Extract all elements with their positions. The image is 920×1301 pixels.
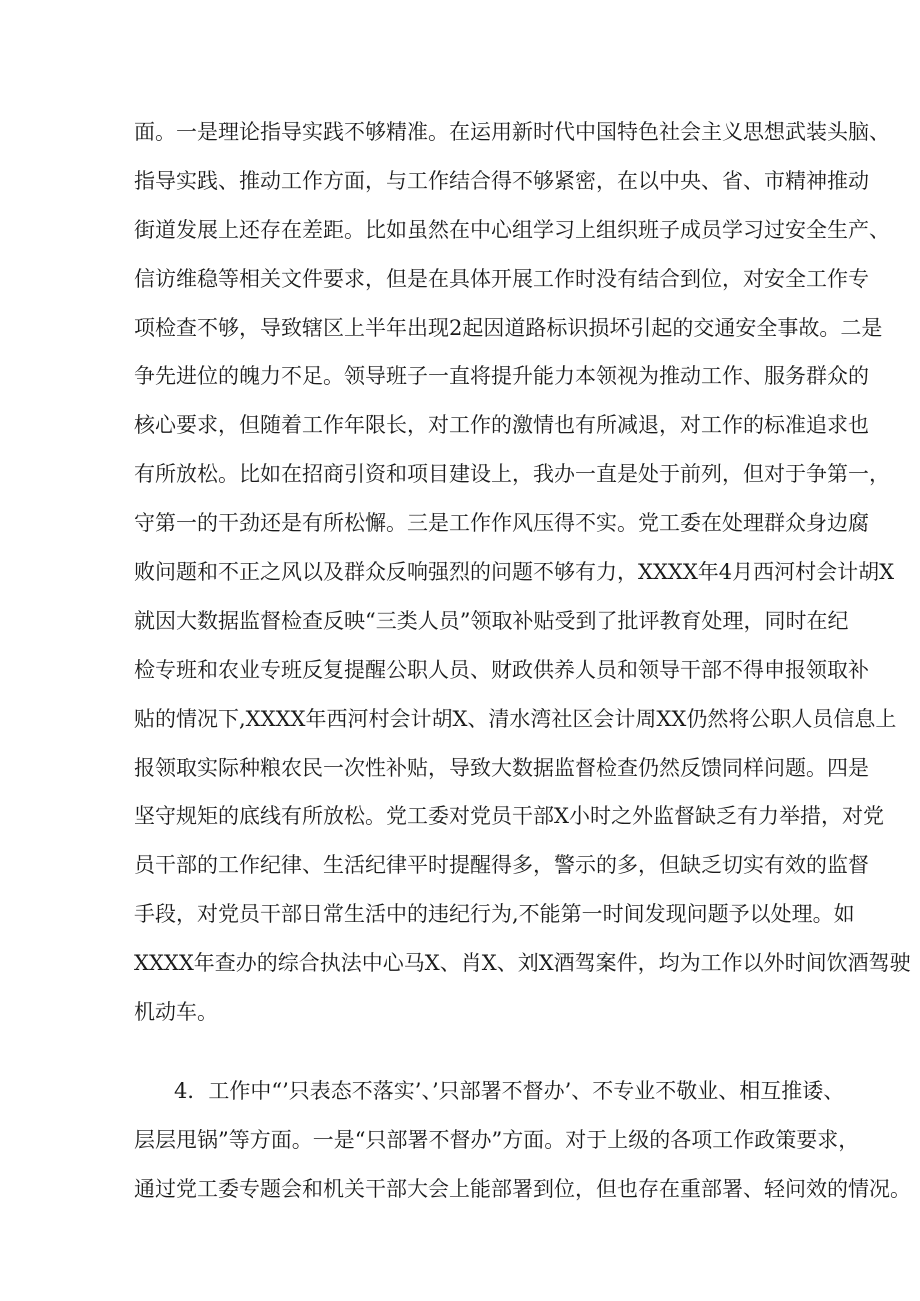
text-line: 机动车。 [134,1000,218,1025]
body-text [134,108,911,1214]
text-line: 有所放松。比如在招商引资和项目建设上，我办一直是处于前列，但对于争第一， [134,462,890,487]
text-line: 就因大数据监督检查反映“三类人员”领取补贴受到了批评教育处理，同时在纪 [134,608,849,633]
text-line: 层层甩锅”等方面。一是“只部署不督办”方面。对于上级的各项工作政策要求， [134,1127,860,1152]
text-line: 信访维稳等相关文件要求，但是在具体开展工作时没有结合到位，对安全工作专 [134,266,869,291]
text-line: 街道发展上还存在差距。比如虽然在中心组学习上组织班子成员学习过安全生产、 [134,217,890,242]
text-line: 核心要求，但随着工作年限长，对工作的激情也有所减退，对工作的标准追求也 [134,413,869,438]
text-line: 项检查不够，导致辖区上半年出现2起因道路标识损坏引起的交通安全事故。二是 [134,315,883,340]
text-line: 争先进位的魄力不足。领导班子一直将提升能力本领视为推动工作、服务群众的 [134,364,869,389]
text-line: 守第一的干劲还是有所松懈。三是工作作风压得不实。党工委在处理群众身边腐 [134,511,869,536]
text-line: XXXX年查办的综合执法中心马X、肖X、刘X酒驾案件，均为工作以外时间饮酒驾驶 [134,951,911,976]
text-line: 报领取实际种粮农民一次性补贴，导致大数据监督检查仍然反馈同样问题。四是 [134,755,869,780]
text-line: 指导实践、推动工作方面，与工作结合得不够紧密，在以中央、省、市精神推动 [134,168,869,193]
text-line: 败问题和不正之风以及群众反响强烈的问题不够有力，XXXX年4月西河村会计胡X [134,560,895,585]
text-line: 检专班和农业专班反复提醒公职人员、财政供养人员和领导干部不得申报领取补 [134,657,869,682]
text-line: 面。一是理论指导实践不够精准。在运用新时代中国特色社会主义思想武装头脑、 [134,120,890,144]
text-line: 坚守规矩的底线有所放松。党工委对党员干部X小时之外监督缺乏有力举措，对党 [134,804,884,829]
paragraph-2 [134,1067,911,1214]
paragraph-1 [134,108,911,1037]
text-line: 4．工作中“’只表态不落实’、’只部署不督办’、不专业不敬业、相互推诿、 [174,1078,845,1103]
text-line: 通过党工委专题会和机关干部大会上能部署到位，但也存在重部署、轻问效的情况。 [134,1176,911,1201]
text-line: 手段，对党员干部日常生活中的违纪行为,不能第一时间发现问题予以处理。如 [134,902,855,927]
paragraph-spacer [134,1037,794,1067]
text-line: 贴的情况下,XXXX年西河村会计胡X、清水湾社区会计周XX仍然将公职人员信息上 [134,706,897,731]
text-line: 员干部的工作纪律、生活纪律平时提醒得多，警示的多，但缺乏切实有效的监督 [134,853,869,878]
